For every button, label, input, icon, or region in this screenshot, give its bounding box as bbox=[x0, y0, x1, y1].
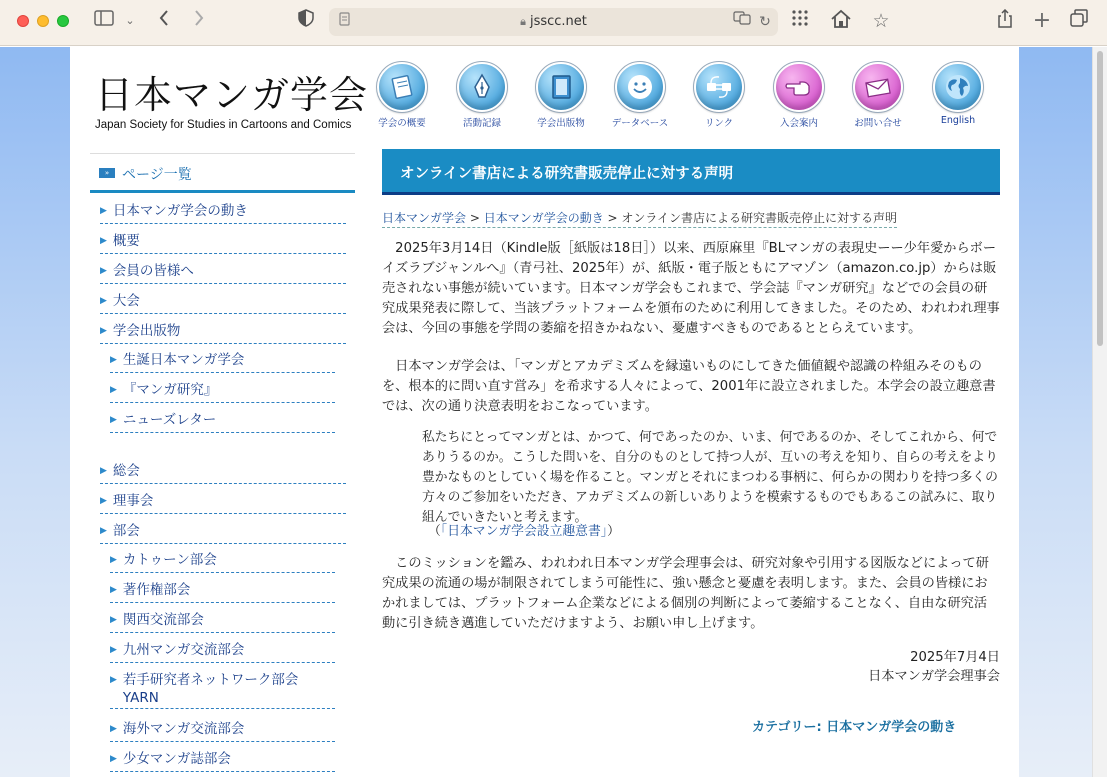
grid-icon[interactable] bbox=[789, 9, 811, 33]
triangle-right-icon: ▶ bbox=[100, 206, 107, 216]
breadcrumb-home-link[interactable]: 日本マンガ学会 bbox=[382, 211, 467, 225]
lock-icon: 🔒︎ bbox=[520, 15, 526, 28]
sidebar-item-label: 大会 bbox=[112, 293, 140, 309]
nav-membership[interactable] bbox=[764, 62, 834, 129]
sidebar-subitem[interactable] bbox=[110, 411, 335, 433]
minimize-window-button[interactable] bbox=[37, 15, 49, 27]
triangle-right-icon: ▶ bbox=[110, 585, 117, 595]
triangle-right-icon: ▶ bbox=[110, 385, 117, 395]
logo-english: Japan Society for Studies in Cartoons and Comics bbox=[95, 119, 352, 131]
paragraph-3: このミッションを鑑み、われわれ日本マンガ学会理事会は、研究対象や引用する図版などによって研究成果の流通の場が制限されてしまう可能性に、強い懸念と憂慮を表明します。また、会員の皆様におかれましては、プラットフォーム企業などによる個別の判断によって萎縮することなく、自由な研究活動に引き続き邁進していただけますよう、お願い申し上げます。 bbox=[382, 556, 989, 631]
envelope-icon bbox=[853, 62, 903, 112]
sidebar-subitem[interactable] bbox=[110, 720, 335, 742]
sidebar-item-label: 少女マンガ誌部会 bbox=[122, 751, 231, 767]
share-icon[interactable] bbox=[995, 9, 1015, 33]
sidebar-heading bbox=[90, 153, 355, 193]
home-icon[interactable] bbox=[829, 9, 853, 33]
sidebar-item-label-line2: YARN bbox=[122, 690, 159, 706]
breadcrumb bbox=[382, 209, 897, 228]
breadcrumb-section-link[interactable]: 日本マンガ学会の動き bbox=[483, 211, 604, 225]
sidebar-item-label: 部会 bbox=[112, 523, 140, 539]
chevron-down-icon[interactable]: ⌄ bbox=[125, 14, 135, 27]
nav-label: 学会の概要 bbox=[378, 118, 426, 129]
triangle-right-icon: ▶ bbox=[100, 496, 107, 506]
forward-icon[interactable] bbox=[190, 9, 208, 33]
bookmark-star-icon[interactable]: ☆ bbox=[872, 10, 890, 32]
paragraph-1: 2025年3月14日（Kindle版［紙版は18日］）以来、西原麻里『BLマンガの表現史ーー少年愛からボーイズラブジャンルへ』（青弓社、2025年）が、紙版・電子版ともにアマゾン（amazon.co.jp）からは販売されない事態が続いています。日本マンガ学会もこれまで、学会誌『マンガ研究』などでの会員の研究成果発表に際して、当該プラットフォームを頒布のために利用してきました。そのため、われわれ理事会は、今回の事態を学問の萎縮を招きかねない、憂慮すべきものであるととらえています。 bbox=[382, 241, 1000, 336]
sidebar-item[interactable] bbox=[100, 292, 346, 314]
sidebar-item[interactable] bbox=[100, 202, 346, 224]
triangle-right-icon: ▶ bbox=[110, 355, 117, 365]
back-icon[interactable] bbox=[155, 9, 173, 33]
nav-contact[interactable] bbox=[843, 62, 913, 129]
paragraph-2: 日本マンガ学会は、「マンガとアカデミズムを縁遠いものにしてきた価値観や認識の枠組みそのものを、根本的に問い直す営み」を希求する人々によって、2001年に設立されました。本学会の設立趣意書では、次の通り決意表明をおこなっています。 bbox=[382, 359, 996, 414]
nav-publications[interactable] bbox=[526, 62, 596, 129]
nav-label: 学会出版物 bbox=[537, 118, 585, 129]
sidebar-item-label: 日本マンガ学会の動き bbox=[112, 203, 248, 219]
url-value: jsscc.net bbox=[529, 14, 587, 29]
close-window-button[interactable] bbox=[17, 15, 29, 27]
sidebar-item-label: 著作権部会 bbox=[122, 582, 191, 598]
triangle-right-icon: ▶ bbox=[100, 296, 107, 306]
sidebar-subitem[interactable] bbox=[110, 381, 335, 403]
link-cable-icon bbox=[694, 62, 744, 112]
sidebar-item[interactable] bbox=[100, 322, 346, 344]
triangle-right-icon: ▶ bbox=[100, 526, 107, 536]
statement-date: 2025年7月4日 bbox=[910, 650, 1000, 665]
site-logo[interactable] bbox=[95, 73, 368, 131]
browser-toolbar bbox=[0, 0, 1107, 46]
logo-japanese: 日本マンガ学会 bbox=[95, 73, 369, 117]
sidebar-subitem[interactable] bbox=[110, 581, 335, 603]
sidebar-subitem[interactable] bbox=[110, 551, 335, 573]
breadcrumb-current: オンライン書店による研究書販売停止に対する声明 bbox=[621, 211, 898, 225]
sidebar-item[interactable] bbox=[100, 522, 346, 544]
nav-label: お問い合せ bbox=[854, 118, 902, 129]
url-text bbox=[329, 14, 778, 29]
quote-source-paren: ） bbox=[607, 524, 620, 539]
sidebar-item-label: 学会出版物 bbox=[112, 323, 181, 339]
nav-label: English bbox=[940, 115, 976, 126]
breadcrumb-separator: > bbox=[466, 211, 484, 225]
sidebar-item-label: 総会 bbox=[112, 463, 140, 479]
book-icon bbox=[536, 62, 586, 112]
sidebar-item-label bbox=[123, 671, 299, 707]
triangle-right-icon: ▶ bbox=[110, 415, 117, 425]
reload-icon[interactable]: ↻ bbox=[759, 14, 771, 30]
triangle-right-icon: ▶ bbox=[100, 326, 107, 336]
founding-statement-link[interactable]: 「日本マンガ学会設立趣意書」 bbox=[440, 524, 608, 539]
triangle-right-icon: ▶ bbox=[110, 754, 117, 764]
sidebar-item-label: 九州マンガ交流部会 bbox=[122, 642, 245, 658]
sidebar-subitem[interactable] bbox=[110, 611, 335, 633]
sidebar-toggle-icon[interactable] bbox=[93, 9, 115, 33]
page-title: オンライン書店による研究書販売停止に対する声明 bbox=[400, 166, 734, 182]
sidebar-item[interactable] bbox=[100, 232, 346, 254]
sidebar-item-label: カトゥーン部会 bbox=[122, 552, 217, 568]
sidebar-item[interactable] bbox=[100, 462, 346, 484]
pointing-hand-icon bbox=[774, 62, 824, 112]
nav-database[interactable] bbox=[605, 62, 675, 129]
statement-signature: 日本マンガ学会理事会 bbox=[868, 669, 1000, 684]
notebook-icon bbox=[377, 62, 427, 112]
triangle-right-icon: ▶ bbox=[110, 724, 117, 734]
category-line bbox=[752, 716, 956, 735]
zoom-window-button[interactable] bbox=[57, 15, 69, 27]
scrollbar-thumb[interactable] bbox=[1097, 51, 1103, 346]
triangle-right-icon: ▶ bbox=[100, 236, 107, 246]
quote-source-paren: （ bbox=[428, 524, 441, 539]
nav-label: リンク bbox=[704, 118, 734, 129]
sidebar-item-label: 会員の皆様へ bbox=[112, 263, 194, 279]
nav-activities[interactable] bbox=[447, 62, 517, 129]
triangle-right-icon: ▶ bbox=[110, 645, 117, 655]
triangle-right-icon: ▶ bbox=[110, 675, 117, 685]
sidebar-item-label: ニューズレター bbox=[122, 412, 217, 428]
translate-icon[interactable] bbox=[732, 10, 752, 34]
tab-overview-icon[interactable] bbox=[1068, 9, 1090, 33]
address-bar[interactable] bbox=[329, 8, 778, 36]
triangle-right-icon: ▶ bbox=[100, 466, 107, 476]
sidebar-item-label-line1: 若手研究者ネットワーク部会 bbox=[122, 672, 299, 688]
sidebar-item[interactable] bbox=[100, 262, 346, 284]
sidebar-item-label: 関西交流部会 bbox=[122, 612, 204, 628]
pen-nib-icon bbox=[457, 62, 507, 112]
category-link[interactable]: 日本マンガ学会の動き bbox=[826, 720, 957, 735]
category-label: カテゴリー: bbox=[752, 720, 827, 735]
sidebar-item[interactable] bbox=[100, 492, 346, 514]
sidebar-item-label: 概要 bbox=[112, 233, 140, 249]
nav-about[interactable] bbox=[367, 62, 437, 129]
triangle-right-icon: ▶ bbox=[100, 266, 107, 276]
article-title-bar bbox=[382, 149, 1000, 195]
sidebar-item-label: 海外マンガ交流部会 bbox=[122, 721, 245, 737]
breadcrumb-separator: > bbox=[603, 211, 622, 225]
sidebar-item-label: 『マンガ研究』 bbox=[122, 382, 218, 398]
sidebar-item-label: 理事会 bbox=[112, 493, 154, 509]
triangle-right-icon: ▶ bbox=[110, 615, 117, 625]
nav-label: データベース bbox=[611, 118, 669, 129]
sidebar-heading-text: ページ一覧 bbox=[122, 167, 192, 183]
privacy-shield-icon[interactable] bbox=[296, 9, 316, 33]
sidebar-subitem[interactable] bbox=[110, 671, 335, 709]
nav-label: 入会案内 bbox=[779, 118, 818, 129]
nav-links[interactable] bbox=[684, 62, 754, 129]
double-chevron-icon: » bbox=[99, 168, 115, 178]
smiley-icon bbox=[615, 62, 665, 112]
triangle-right-icon: ▶ bbox=[110, 555, 117, 565]
sidebar-subitem[interactable] bbox=[110, 641, 335, 663]
globe-icon bbox=[933, 62, 983, 112]
sidebar-subitem[interactable] bbox=[110, 351, 335, 373]
sidebar-subitem[interactable] bbox=[110, 750, 335, 772]
new-tab-icon[interactable]: + bbox=[1032, 8, 1052, 33]
page-content bbox=[70, 47, 1019, 777]
nav-english[interactable] bbox=[923, 62, 993, 126]
sidebar-item-label: 生誕日本マンガ学会 bbox=[122, 352, 245, 368]
quote-source bbox=[428, 522, 1006, 542]
nav-label: 活動記録 bbox=[462, 118, 501, 129]
founding-statement-quote: 私たちにとってマンガとは、かつて、何であったのか、いま、何であるのか、そしてこれから、何でありうるのか。こうした問いを、自分のものとして持つ人が、互いの考えを知り、自らの考えをより豊かなものとしていく場を作ること。マンガとそれにまつわる事柄に、何らかの関わりを持つ多くの方々のご参加をいただき、アカデミズムの新しいありようを模索するものでもあるこの試みに、取り組んでいきたいと考えます。 bbox=[422, 430, 998, 525]
